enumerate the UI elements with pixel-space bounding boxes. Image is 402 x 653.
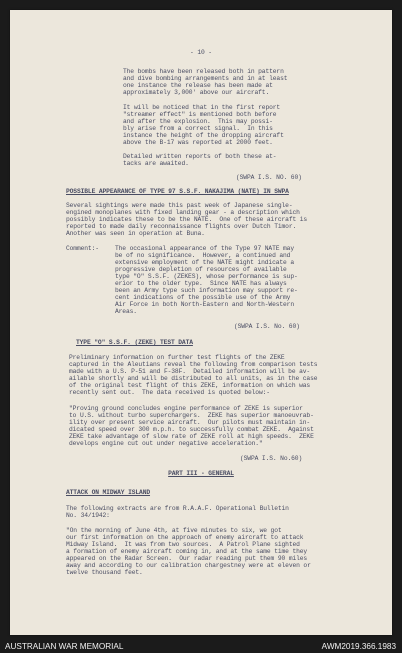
text-line: recently sent out. The data received is quoted below:- — [69, 389, 270, 396]
text-line: tacks are awaited. — [123, 160, 189, 167]
section-heading: TYPE "O" S.S.F. (ZEKE) TEST DATA — [76, 339, 193, 346]
text-line: a formation of enemy aircraft coming in, and at the same time they — [66, 548, 308, 555]
text-line: possibly indicates these to be the NATE. One of these aircraft is — [66, 216, 308, 223]
text-line: be of no significance. However, a continued and — [115, 252, 291, 259]
text-line: Air Force in both North-Eastern and North-Western — [115, 301, 294, 308]
text-line: The occasional appearance of the Type 97 NATE may — [115, 245, 294, 252]
archive-name: AUSTRALIAN WAR MEMORIAL — [5, 642, 124, 651]
text-line: Midway Island. It was from two sources. A Patrol Plane sighted — [66, 541, 300, 548]
text-line: captured in the Aleutians reveal the following from comparison tests — [69, 361, 318, 368]
text-line: engined monoplanes with fixed landing gear - a description which — [66, 209, 300, 216]
text-line: dicated speed over 300 m.p.h. to successfully combat ZEKE. Against — [69, 426, 314, 433]
text-line: Several sightings were made this past week of Japanese single- — [66, 202, 293, 209]
text-line: approximately 3,000' above our aircraft. — [123, 89, 270, 96]
text-line: Detailed written reports of both these at- — [123, 153, 277, 160]
text-line: of the original test flight of this ZEKE, information on which was — [69, 382, 311, 389]
text-line: twelve thousand feet. — [66, 569, 143, 576]
text-line: type "O" S.S.F. (ZEKES), whose performance is sup- — [115, 273, 298, 280]
text-line: reported to made daily reconnaissance flights over Dutch Timor. — [66, 223, 297, 230]
text-line: away and according to our calibration chargestney were at eleven or — [66, 562, 311, 569]
text-line: The following extracts are from R.A.A.F. Operational Bulletin — [66, 505, 289, 512]
document-page — [10, 10, 392, 635]
text-line: made with a U.S. P-51 and F-38F. Detailed information will be av- — [69, 368, 311, 375]
text-line: "Proving ground concludes engine performance of ZEKE is superior — [69, 405, 303, 412]
text-line: bly arise from a correct signal. In this — [123, 125, 273, 132]
footer-bar — [0, 640, 402, 653]
text-line: and dive bombing arrangements and in at least — [123, 75, 288, 82]
comment-label: Comment:- — [66, 245, 99, 252]
text-line: ility over present service aircraft. Our pilots must maintain in- — [69, 419, 311, 426]
text-line: our first information on the approach of enemy aircraft to attack — [66, 534, 304, 541]
source-reference: (SWPA I.S. No.60) — [240, 455, 303, 462]
page-number: - 10 - — [190, 49, 212, 56]
text-line: cent indications of the possible use of the Army — [115, 294, 291, 301]
section-heading: ATTACK ON MIDWAY ISLAND — [66, 489, 151, 496]
text-line: progressive depletion of resources of available — [115, 266, 287, 273]
text-line: Areas. — [115, 308, 137, 315]
text-line: ailable shortly and will be distributed to all units, as in the case — [69, 375, 318, 382]
section-heading: POSSIBLE APPEARANCE OF TYPE 97 S.S.F. NAKAJIMA (NATE) IN SWPA — [66, 188, 289, 195]
text-line: ZEKE take advantage of slow rate of ZEKE roll at high speeds. ZEKE — [69, 433, 314, 440]
text-line: No. 34/1942: — [66, 512, 110, 519]
text-line: Another was seen in operation at Buna. — [66, 230, 205, 237]
text-line: instance the height of the dropping aircraft — [123, 132, 284, 139]
text-line: been an Army type such information may support re- — [115, 287, 298, 294]
source-reference: (SWPA I.S. No. 60) — [234, 323, 300, 330]
source-reference: (SWPA I.S. NO. 60) — [236, 174, 302, 181]
item-identifier: AWM2019.366.1983 — [321, 642, 396, 651]
text-line: one instance the release has been made at — [123, 82, 273, 89]
text-line: appeared on the Radar Screen. Our radar reading put them 90 miles — [66, 555, 308, 562]
text-line: to U.S. without turbo superchargers. ZEKE has superior manoeuvrab- — [69, 412, 314, 419]
text-line: Preliminary information on further test flights of the ZEKE — [69, 354, 285, 361]
text-line: erior to the older type. Since NATE has always — [115, 280, 287, 287]
text-line: The bombs have been released both in pattern — [123, 68, 284, 75]
text-line: extensive employment of the NATE might indicate a — [115, 259, 294, 266]
text-line: above the B-17 was reported at 2000 feet. — [123, 139, 273, 146]
text-line: "streamer effect" is mentioned both before — [123, 111, 277, 118]
text-line: and after the explosion. This may possi- — [123, 118, 273, 125]
text-line: It will be noticed that in the first report — [123, 104, 281, 111]
text-line: "On the morning of June 4th, at five minutes to six, we got — [66, 527, 282, 534]
text-line: develops engine cut out under negative acceleration." — [69, 440, 263, 447]
part-heading: PART III - GENERAL — [168, 470, 234, 477]
